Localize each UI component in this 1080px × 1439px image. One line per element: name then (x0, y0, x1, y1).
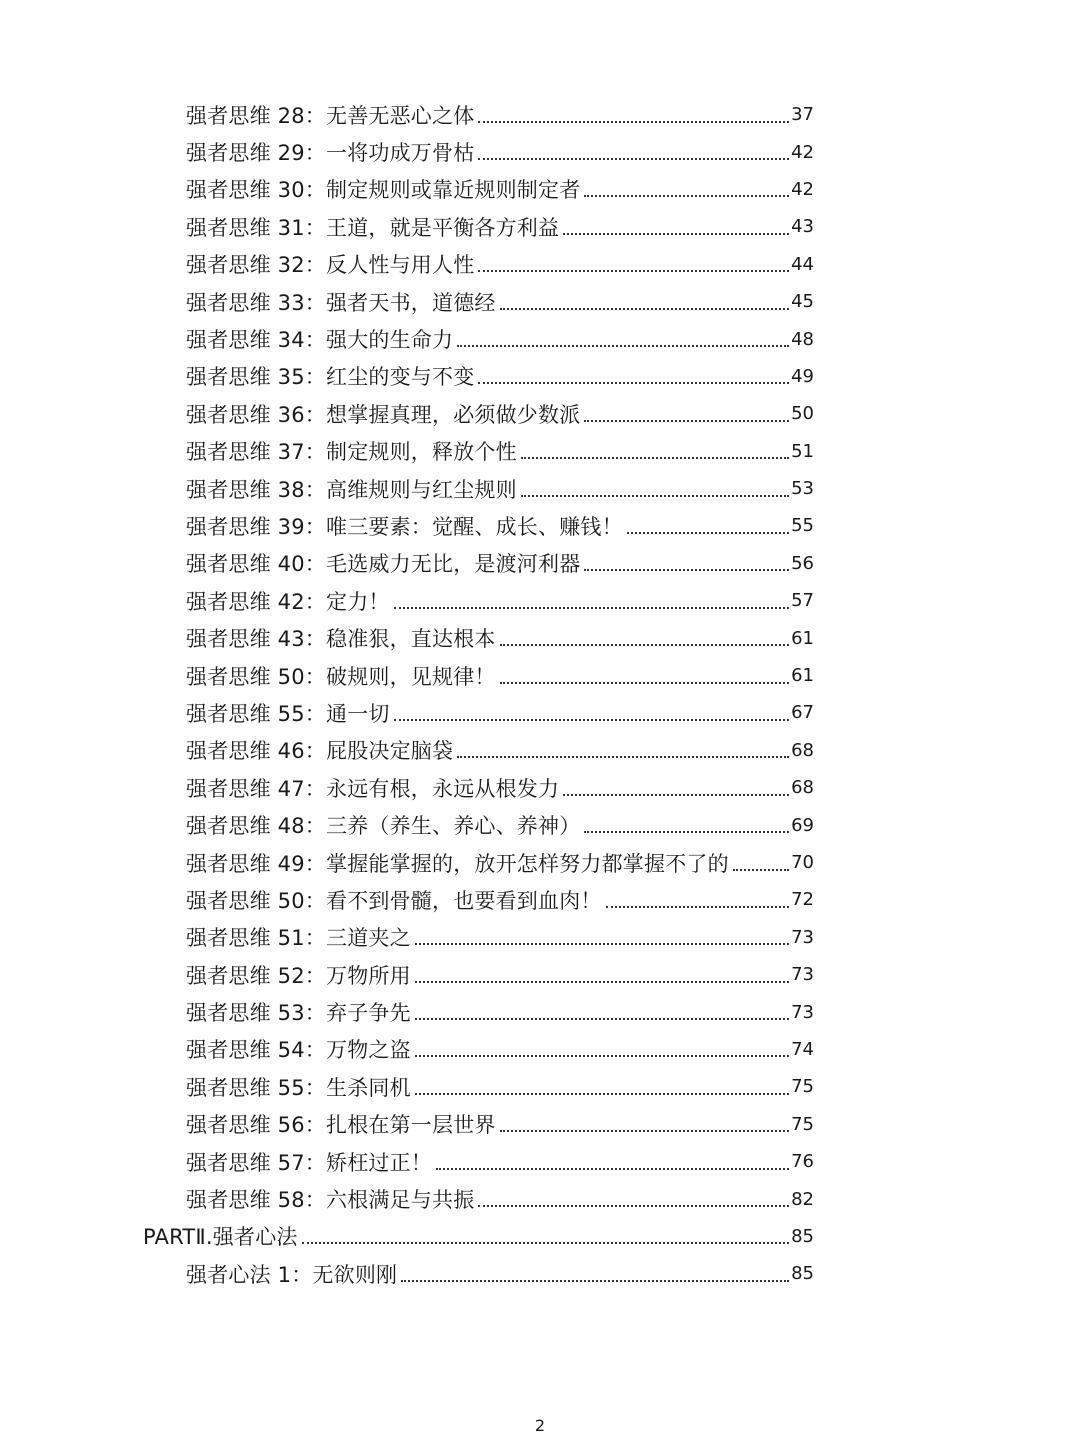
toc-entry-title: 强者思维 30：制定规则或靠近规则制定者 (186, 178, 581, 203)
toc-dot-leader (584, 195, 789, 197)
toc-entry-page-number: 43 (791, 216, 814, 238)
toc-entry[interactable] (0, 283, 1080, 320)
toc-entry-page-number: 67 (791, 702, 814, 724)
toc-entry-title: 强者思维 54：万物之盗 (186, 1038, 411, 1063)
toc-entry-page-number: 48 (791, 328, 814, 350)
toc-entry-title: 强者思维 55：通一切 (186, 701, 390, 726)
toc-entry[interactable] (0, 1143, 1080, 1180)
toc-dot-leader (563, 233, 789, 235)
page-number: 2 (534, 1416, 546, 1435)
toc-dot-leader (478, 158, 789, 160)
toc-entry-title: 强者思维 38：高维规则与红尘规则 (186, 477, 517, 502)
toc-entry[interactable] (0, 993, 1080, 1030)
toc-entry-title: 强者思维 29：一将功成万骨枯 (186, 141, 475, 166)
toc-dot-leader (500, 1130, 789, 1132)
toc-entry-title: 强者思维 48：三养（养生、养心、养神） (186, 814, 581, 839)
toc-entry-title: 强者思维 34：强大的生命力 (186, 328, 454, 353)
toc-entry-title: 强者思维 37：制定规则，释放个性 (186, 440, 517, 465)
toc-entry-page-number: 44 (791, 253, 814, 275)
toc-entry-title: 强者思维 56：扎根在第一层世界 (186, 1113, 496, 1138)
toc-entry-title: 强者思维 47：永远有根，永远从根发力 (186, 776, 560, 801)
toc-dot-leader (302, 1242, 790, 1244)
toc-entry-page-number: 55 (791, 515, 814, 537)
toc-entry[interactable] (0, 1031, 1080, 1068)
toc-part-heading[interactable] (0, 1218, 1080, 1255)
toc-entry-page-number: 73 (791, 926, 814, 948)
toc-entry-title: PARTⅡ.强者心法 (143, 1225, 298, 1250)
toc-entry[interactable] (0, 657, 1080, 694)
toc-entry[interactable] (0, 470, 1080, 507)
toc-entry[interactable] (0, 507, 1080, 544)
toc-entry-page-number: 45 (791, 291, 814, 313)
toc-dot-leader (584, 831, 789, 833)
toc-entry[interactable] (0, 844, 1080, 881)
toc-entry-page-number: 73 (791, 964, 814, 986)
toc-dot-leader (563, 794, 789, 796)
toc-entry[interactable] (0, 395, 1080, 432)
toc-dot-leader (394, 719, 789, 721)
toc-entry-title: 强者思维 50：破规则，见规律！ (186, 664, 496, 689)
toc-dot-leader (415, 1055, 789, 1057)
toc-entry-page-number: 82 (791, 1188, 814, 1210)
toc-entry[interactable] (0, 619, 1080, 656)
toc-entry-page-number: 50 (791, 403, 814, 425)
toc-entry-page-number: 61 (791, 665, 814, 687)
toc-entry-title: 强者思维 43：稳准狠，直达根本 (186, 627, 496, 652)
toc-dot-leader (436, 1168, 789, 1170)
toc-entry-title: 强者思维 28：无善无恶心之体 (186, 103, 475, 128)
toc-dot-leader (478, 382, 789, 384)
toc-entry-page-number: 75 (791, 1113, 814, 1135)
toc-dot-leader (401, 1280, 789, 1282)
toc-entry[interactable] (0, 433, 1080, 470)
toc-entry-page-number: 70 (791, 852, 814, 873)
toc-dot-leader (415, 981, 789, 983)
toc-entry-title: 强者心法 1：无欲则刚 (186, 1262, 398, 1287)
toc-dot-leader (415, 1018, 789, 1020)
toc-entry[interactable] (0, 1180, 1080, 1217)
toc-dot-leader (627, 532, 789, 534)
toc-entry-page-number: 69 (791, 814, 814, 836)
toc-entry[interactable] (0, 956, 1080, 993)
toc-entry-title: 强者思维 36：想掌握真理，必须做少数派 (186, 402, 581, 427)
toc-dot-leader (478, 1205, 789, 1207)
toc-dot-leader (415, 943, 789, 945)
toc-dot-leader (521, 457, 789, 459)
toc-entry-title: 强者思维 40：毛选威力无比，是渡河利器 (186, 552, 581, 577)
toc-entry-page-number: 51 (791, 440, 814, 462)
toc-entry-page-number: 57 (791, 590, 814, 612)
toc-entry-page-number: 85 (791, 1263, 814, 1285)
toc-entry-page-number: 49 (791, 365, 814, 387)
toc-entry-title: 强者思维 50：看不到骨髓，也要看到血肉！ (186, 888, 602, 913)
toc-entry[interactable] (0, 358, 1080, 395)
toc-entry-title: 强者思维 31：王道，就是平衡各方利益 (186, 215, 560, 240)
toc-entry-title: 强者思维 57：矫枉过正！ (186, 1150, 432, 1175)
toc-dot-leader (500, 308, 789, 310)
toc-entry-page-number: 73 (791, 1001, 814, 1023)
toc-entry[interactable] (0, 545, 1080, 582)
toc-dot-leader (733, 869, 789, 871)
toc-dot-leader (415, 1093, 789, 1095)
table-of-contents (0, 96, 1080, 1293)
toc-entry[interactable] (0, 732, 1080, 769)
toc-entry-title: 强者思维 53：弃子争先 (186, 1001, 411, 1026)
toc-entry-title: 强者思维 42：定力！ (186, 589, 390, 614)
toc-entry-page-number: 68 (791, 777, 814, 799)
toc-dot-leader (584, 420, 789, 422)
toc-entry-page-number: 56 (791, 552, 814, 574)
toc-entry[interactable] (0, 806, 1080, 843)
toc-entry[interactable] (0, 1106, 1080, 1143)
toc-dot-leader (584, 569, 789, 571)
toc-entry-title: 强者思维 35：红尘的变与不变 (186, 365, 475, 390)
toc-entry-page-number: 76 (791, 1151, 814, 1173)
toc-entry[interactable] (0, 320, 1080, 357)
toc-entry-page-number: 85 (791, 1225, 814, 1247)
toc-entry-page-number: 68 (791, 739, 814, 761)
toc-dot-leader (478, 270, 789, 272)
toc-dot-leader (478, 121, 789, 123)
toc-dot-leader (606, 906, 789, 908)
toc-entry-title: 强者思维 49：掌握能掌握的，放开怎样努力都掌握不了的 (186, 851, 729, 876)
toc-entry-title: 强者思维 52：万物所用 (186, 963, 411, 988)
toc-dot-leader (500, 644, 789, 646)
toc-entry[interactable] (0, 582, 1080, 619)
toc-entry-title: 强者思维 33：强者天书，道德经 (186, 290, 496, 315)
toc-dot-leader (500, 682, 789, 684)
toc-entry[interactable] (0, 246, 1080, 283)
toc-entry-title: 强者思维 51：三道夹之 (186, 926, 411, 951)
toc-dot-leader (457, 756, 789, 758)
toc-entry-title: 强者思维 39：唯三要素：觉醒、成长、赚钱！ (186, 514, 623, 539)
toc-entry-page-number: 53 (791, 478, 814, 500)
toc-entry[interactable] (0, 1255, 1080, 1292)
toc-entry-page-number: 74 (791, 1038, 814, 1060)
toc-entry-title: 强者思维 58：六根满足与共振 (186, 1188, 475, 1213)
toc-entry-page-number: 42 (791, 178, 814, 200)
toc-entry-page-number: 42 (791, 141, 814, 163)
toc-dot-leader (521, 495, 789, 497)
toc-entry[interactable] (0, 769, 1080, 806)
toc-entry[interactable] (0, 694, 1080, 731)
toc-entry-page-number: 61 (791, 627, 814, 649)
toc-entry[interactable] (0, 171, 1080, 208)
toc-entry-title: 强者思维 55：生杀同机 (186, 1075, 411, 1100)
toc-entry-title: 强者思维 32：反人性与用人性 (186, 253, 475, 278)
toc-entry[interactable] (0, 96, 1080, 133)
toc-entry[interactable] (0, 881, 1080, 918)
toc-entry[interactable] (0, 133, 1080, 170)
toc-entry-page-number: 72 (791, 889, 814, 911)
toc-entry[interactable] (0, 1068, 1080, 1105)
toc-entry[interactable] (0, 208, 1080, 245)
toc-entry-page-number: 37 (791, 104, 814, 126)
toc-entry-page-number: 75 (791, 1076, 814, 1098)
toc-dot-leader (457, 345, 789, 347)
toc-dot-leader (394, 607, 789, 609)
toc-entry[interactable] (0, 919, 1080, 956)
toc-entry-title: 强者思维 46：屁股决定脑袋 (186, 739, 454, 764)
